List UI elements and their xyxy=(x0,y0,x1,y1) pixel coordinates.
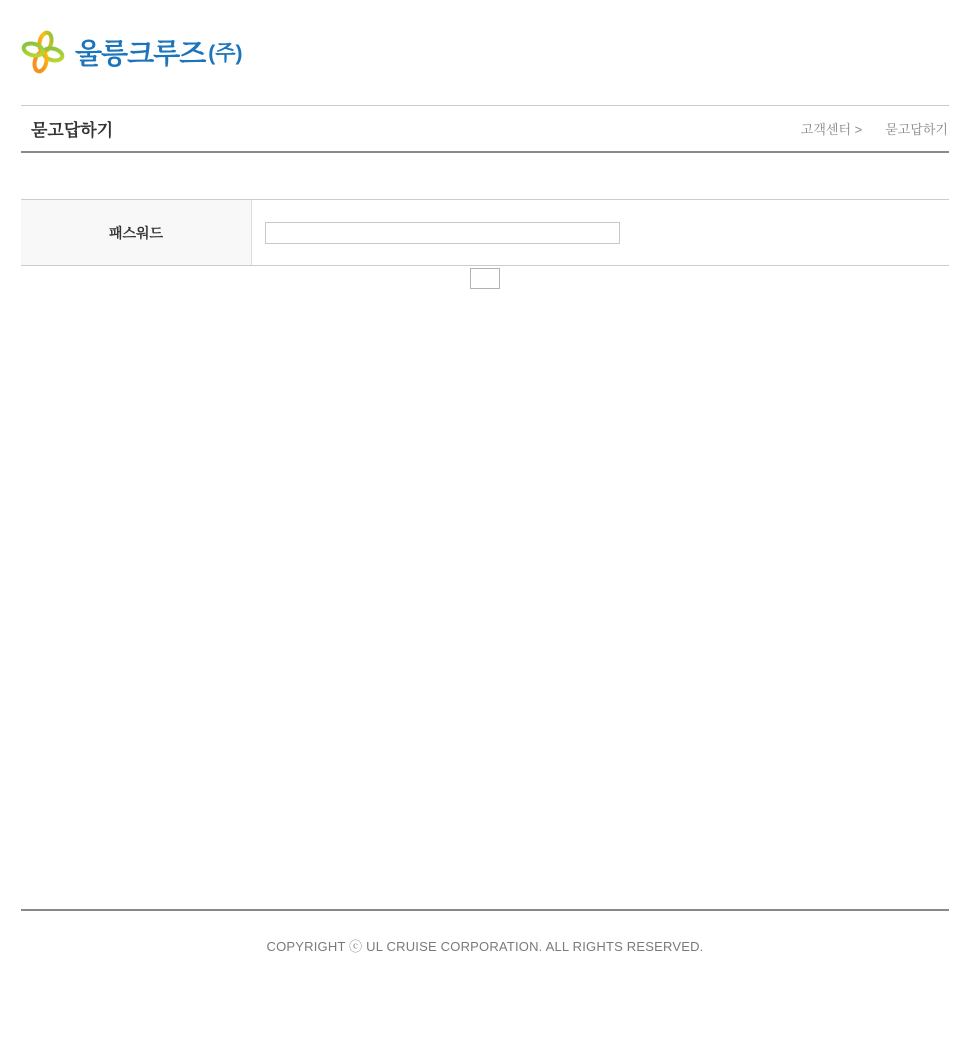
main-content xyxy=(21,153,949,909)
submit-button[interactable] xyxy=(470,268,500,289)
copyright-text: COPYRIGHT ⓒ UL CRUISE CORPORATION. ALL RIGHTS RESERVED. xyxy=(266,939,704,954)
company-name-suffix: (주) xyxy=(208,42,243,65)
submit-button-wrap xyxy=(21,268,949,289)
pinwheel-flower-icon xyxy=(21,28,65,76)
page-title-bar xyxy=(21,105,949,153)
site-header xyxy=(21,0,949,105)
password-form-table xyxy=(21,199,949,266)
password-input-cell xyxy=(252,200,949,265)
breadcrumb-parent[interactable]: 고객센터 > xyxy=(800,122,863,137)
page-title: 묻고답하기 xyxy=(31,121,114,140)
breadcrumb xyxy=(801,119,949,138)
company-logo-link[interactable] xyxy=(21,28,251,76)
password-input[interactable] xyxy=(265,222,620,244)
site-footer xyxy=(21,909,949,1041)
company-name: 울릉크루즈 xyxy=(75,38,206,69)
breadcrumb-current: 묻고답하기 xyxy=(885,122,948,137)
password-label-cell: 패스워드 xyxy=(21,200,252,265)
table-row xyxy=(21,200,949,265)
